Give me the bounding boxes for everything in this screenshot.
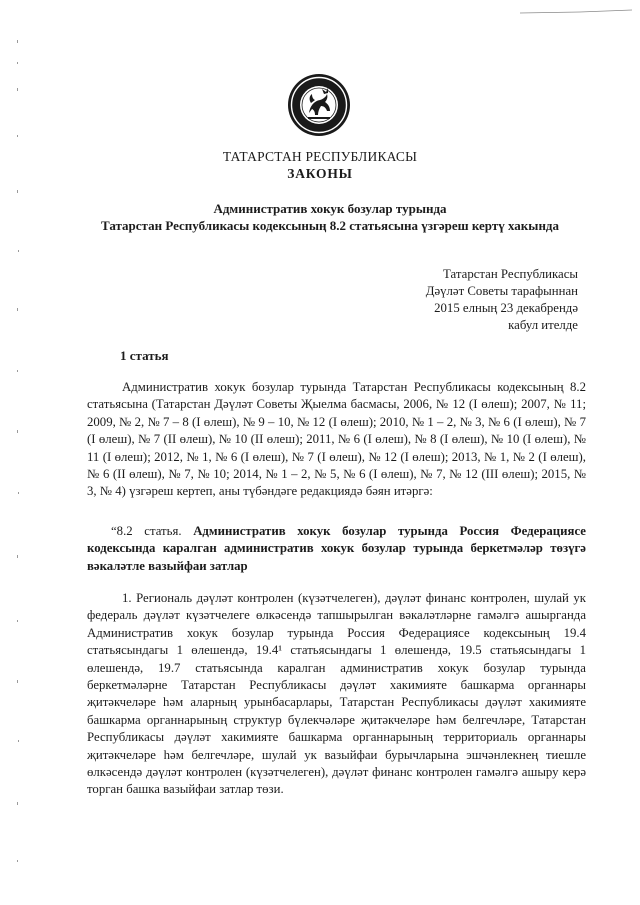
adoption-line-4: кабул ителде [508,318,578,332]
law-title-line-2: Татарстан Республикасы кодексының 8.2 статьясына үзгәреш кертү хакында [100,218,560,233]
article-8-2-title: Административ хокук бозулар турында Россия Федерациясе кодексында каралган административ хокук бозулар турында беркетмәләр төзүгә вәкаләтле вазыйфаи затлар [87,524,586,573]
republic-name: ТАТАРСТАН РЕСПУБЛИКАСЫ [222,149,418,164]
adoption-line-2: Дәүләт Советы тарафыннан [425,284,578,298]
article-8-2-heading [87,523,586,575]
article-8-2-point-1: 1. Региональ дәүләт контролен (күзәтчелеген), дәүләт финанс контролен, шулай ук федераль дәүләт күзәтчелеге өлкәсендә тапшырылган вәкаләтләрне гамәлгә ашырганда Административ хокук бозулар турында Россия Федерациясе кодексының 19.4 статьясындагы 1 өлешендә, 19.4¹ статьясындагы 1 өлешендә, 19.5 статьясындагы 1 өлешендә, 19.7 статьясында каралган административ хокук бозулар турында беркетмәләрне Татарстан Республикасы дәүләт хакимияте башкарма органнары җитәкчеләре һәм аларның урынбасарлары, Татарстан Республикасы дәүләт хакимияте башкарма органнарының структур бүлекчәләре җитәкчеләре һәм белгечләре, Татарстан Республикасы дәүләт хакимияте башкарма органнарының территориаль органнары җитәкчеләре һәм белгечләре, шулай ук вазыйфаи бурычларына эшчәнлекнең тиешле өлкәсендә дәүләт контролен (күзәтчелеген), дәүләт финанс контролен гамәлгә ашыру керә торган башка вазыйфаи затлар төзи. [87,591,586,797]
article-1-intro: Административ хокук бозулар турында Татарстан Республикасы кодексының 8.2 статьясына (Татарстан Дәүләт Советы Җыелма басмасы, 2006, № 12 (I өлеш); 2007, № 11; 2009, № 2, № 7 – 8 (I өлеш), № 9 – 10, № 12 (I өлеш); 2010, № 1 – 2, № 3, № 6 (I өлеш), № 7 (I өлеш), № 7 (II өлеш), № 10 (II өлеш); 2011, № 6 (I өлеш), № 8 (I өлеш), № 10 (I өлеш), № 11 (I өлеш); 2012, № 1, № 6 (I өлеш), № 7 (I өлеш), № 12 (I өлеш); 2013, № 1, № 2 (I өлеш), № 6 (II өлеш), № 7, № 10; 2014, № 1 – 2, № 5, № 6 (I өлеш), № 7, № 12 (III өлеш); 2015, № 3, № 4) үзгәреш кертеп, аны түбәндәге редакциядә бәян итәргә: [87,380,586,499]
coat-of-arms-emblem [287,73,351,137]
law-label: ЗАКОНЫ [287,166,353,181]
article-1-heading: 1 статья [120,348,169,363]
article-8-2-number: “8.2 статья. [111,524,182,538]
adoption-line-1: Татарстан Республикасы [443,267,578,281]
scan-edge-line [520,8,632,16]
adoption-date: 2015 елның 23 декабрендә [434,301,578,315]
law-title-line-1: Административ хокук бозулар турында [213,201,447,216]
